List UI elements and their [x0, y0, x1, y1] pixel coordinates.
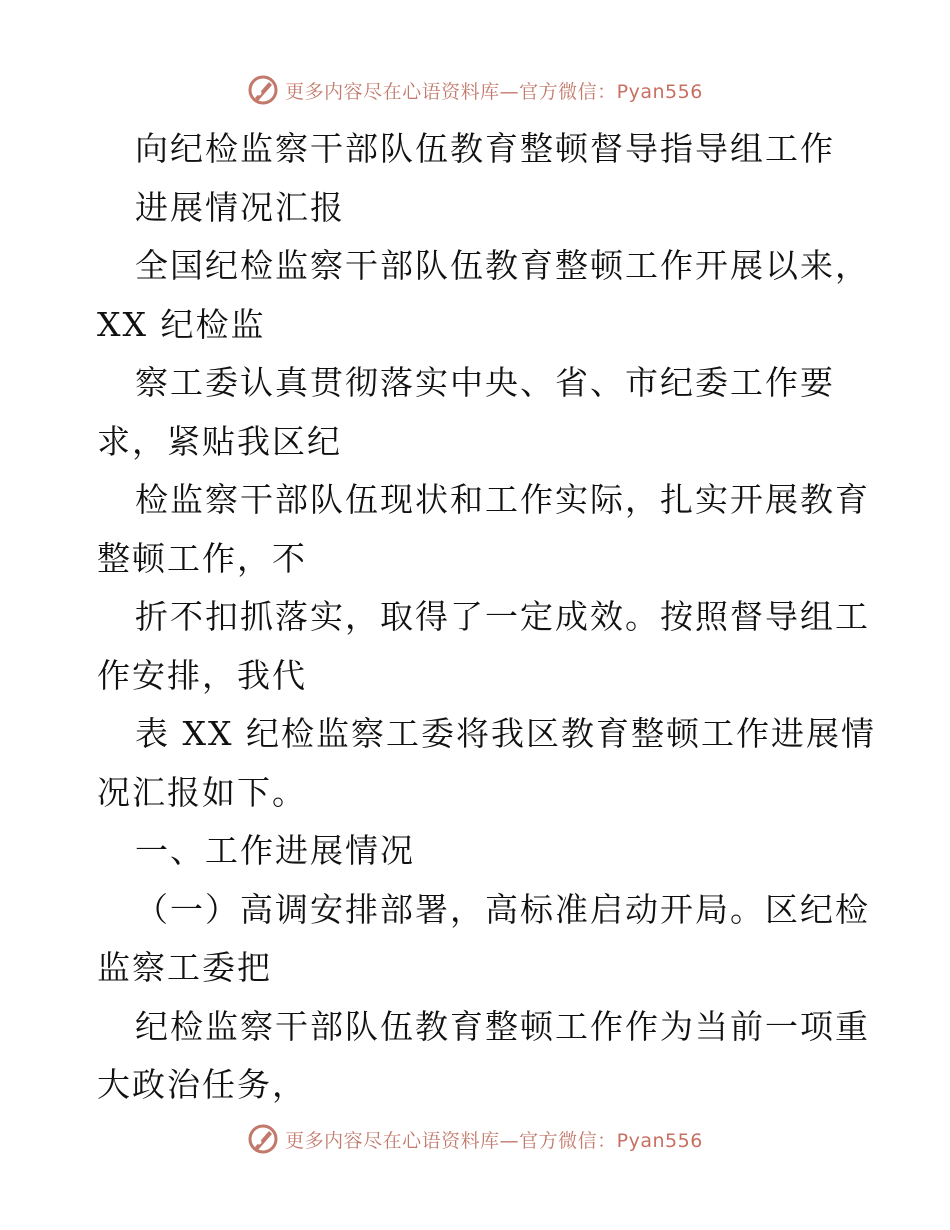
paragraph-line: 大政治任务， [97, 1065, 307, 1104]
footer-watermark [0, 1119, 950, 1159]
paragraph-line: XX 纪检监 [97, 304, 266, 344]
doc-title-line-1: 向纪检监察干部队伍教育整顿督导指导组工作 [135, 129, 835, 168]
paragraph-line: 检监察干部队伍现状和工作实际，扎实开展教育 [135, 480, 870, 519]
paragraph-line: 作安排，我代 [97, 655, 307, 695]
watermark-text: 更多内容尽在心语资料库—官方微信：Pyan556 [285, 1129, 703, 1152]
paragraph-line: 表 XX 纪检监察工委将我区教育整顿工作进展情 [135, 714, 876, 753]
paragraph-line: 察工委认真贯彻落实中央、省、市纪委工作要 [135, 363, 835, 402]
section-heading: 一、工作进展情况 [135, 831, 415, 870]
document-body [97, 120, 876, 1115]
header-watermark [0, 70, 950, 110]
paragraph-line: 况汇报如下。 [97, 772, 307, 812]
watermark-text: 更多内容尽在心语资料库—官方微信：Pyan556 [285, 80, 703, 103]
paragraph-line: 折不扣抓落实，取得了一定成效。按照督导组工 [135, 597, 870, 636]
paragraph-line: 全国纪检监察干部队伍教育整顿工作开展以来， [135, 246, 870, 285]
pen-circle-logo-icon [247, 74, 279, 106]
paragraph-line: 纪检监察干部队伍教育整顿工作作为当前一项重 [135, 1006, 870, 1046]
paragraph-line: 整顿工作，不 [97, 538, 307, 578]
paragraph-line: 求，紧贴我区纪 [97, 421, 342, 461]
doc-title-line-2: 进展情况汇报 [135, 187, 345, 227]
subsection-heading-line: （一）高调安排部署，高标准启动开局。区纪检 [135, 889, 870, 929]
paragraph-line: 监察工委把 [97, 948, 272, 987]
pen-circle-logo-icon [247, 1123, 279, 1155]
